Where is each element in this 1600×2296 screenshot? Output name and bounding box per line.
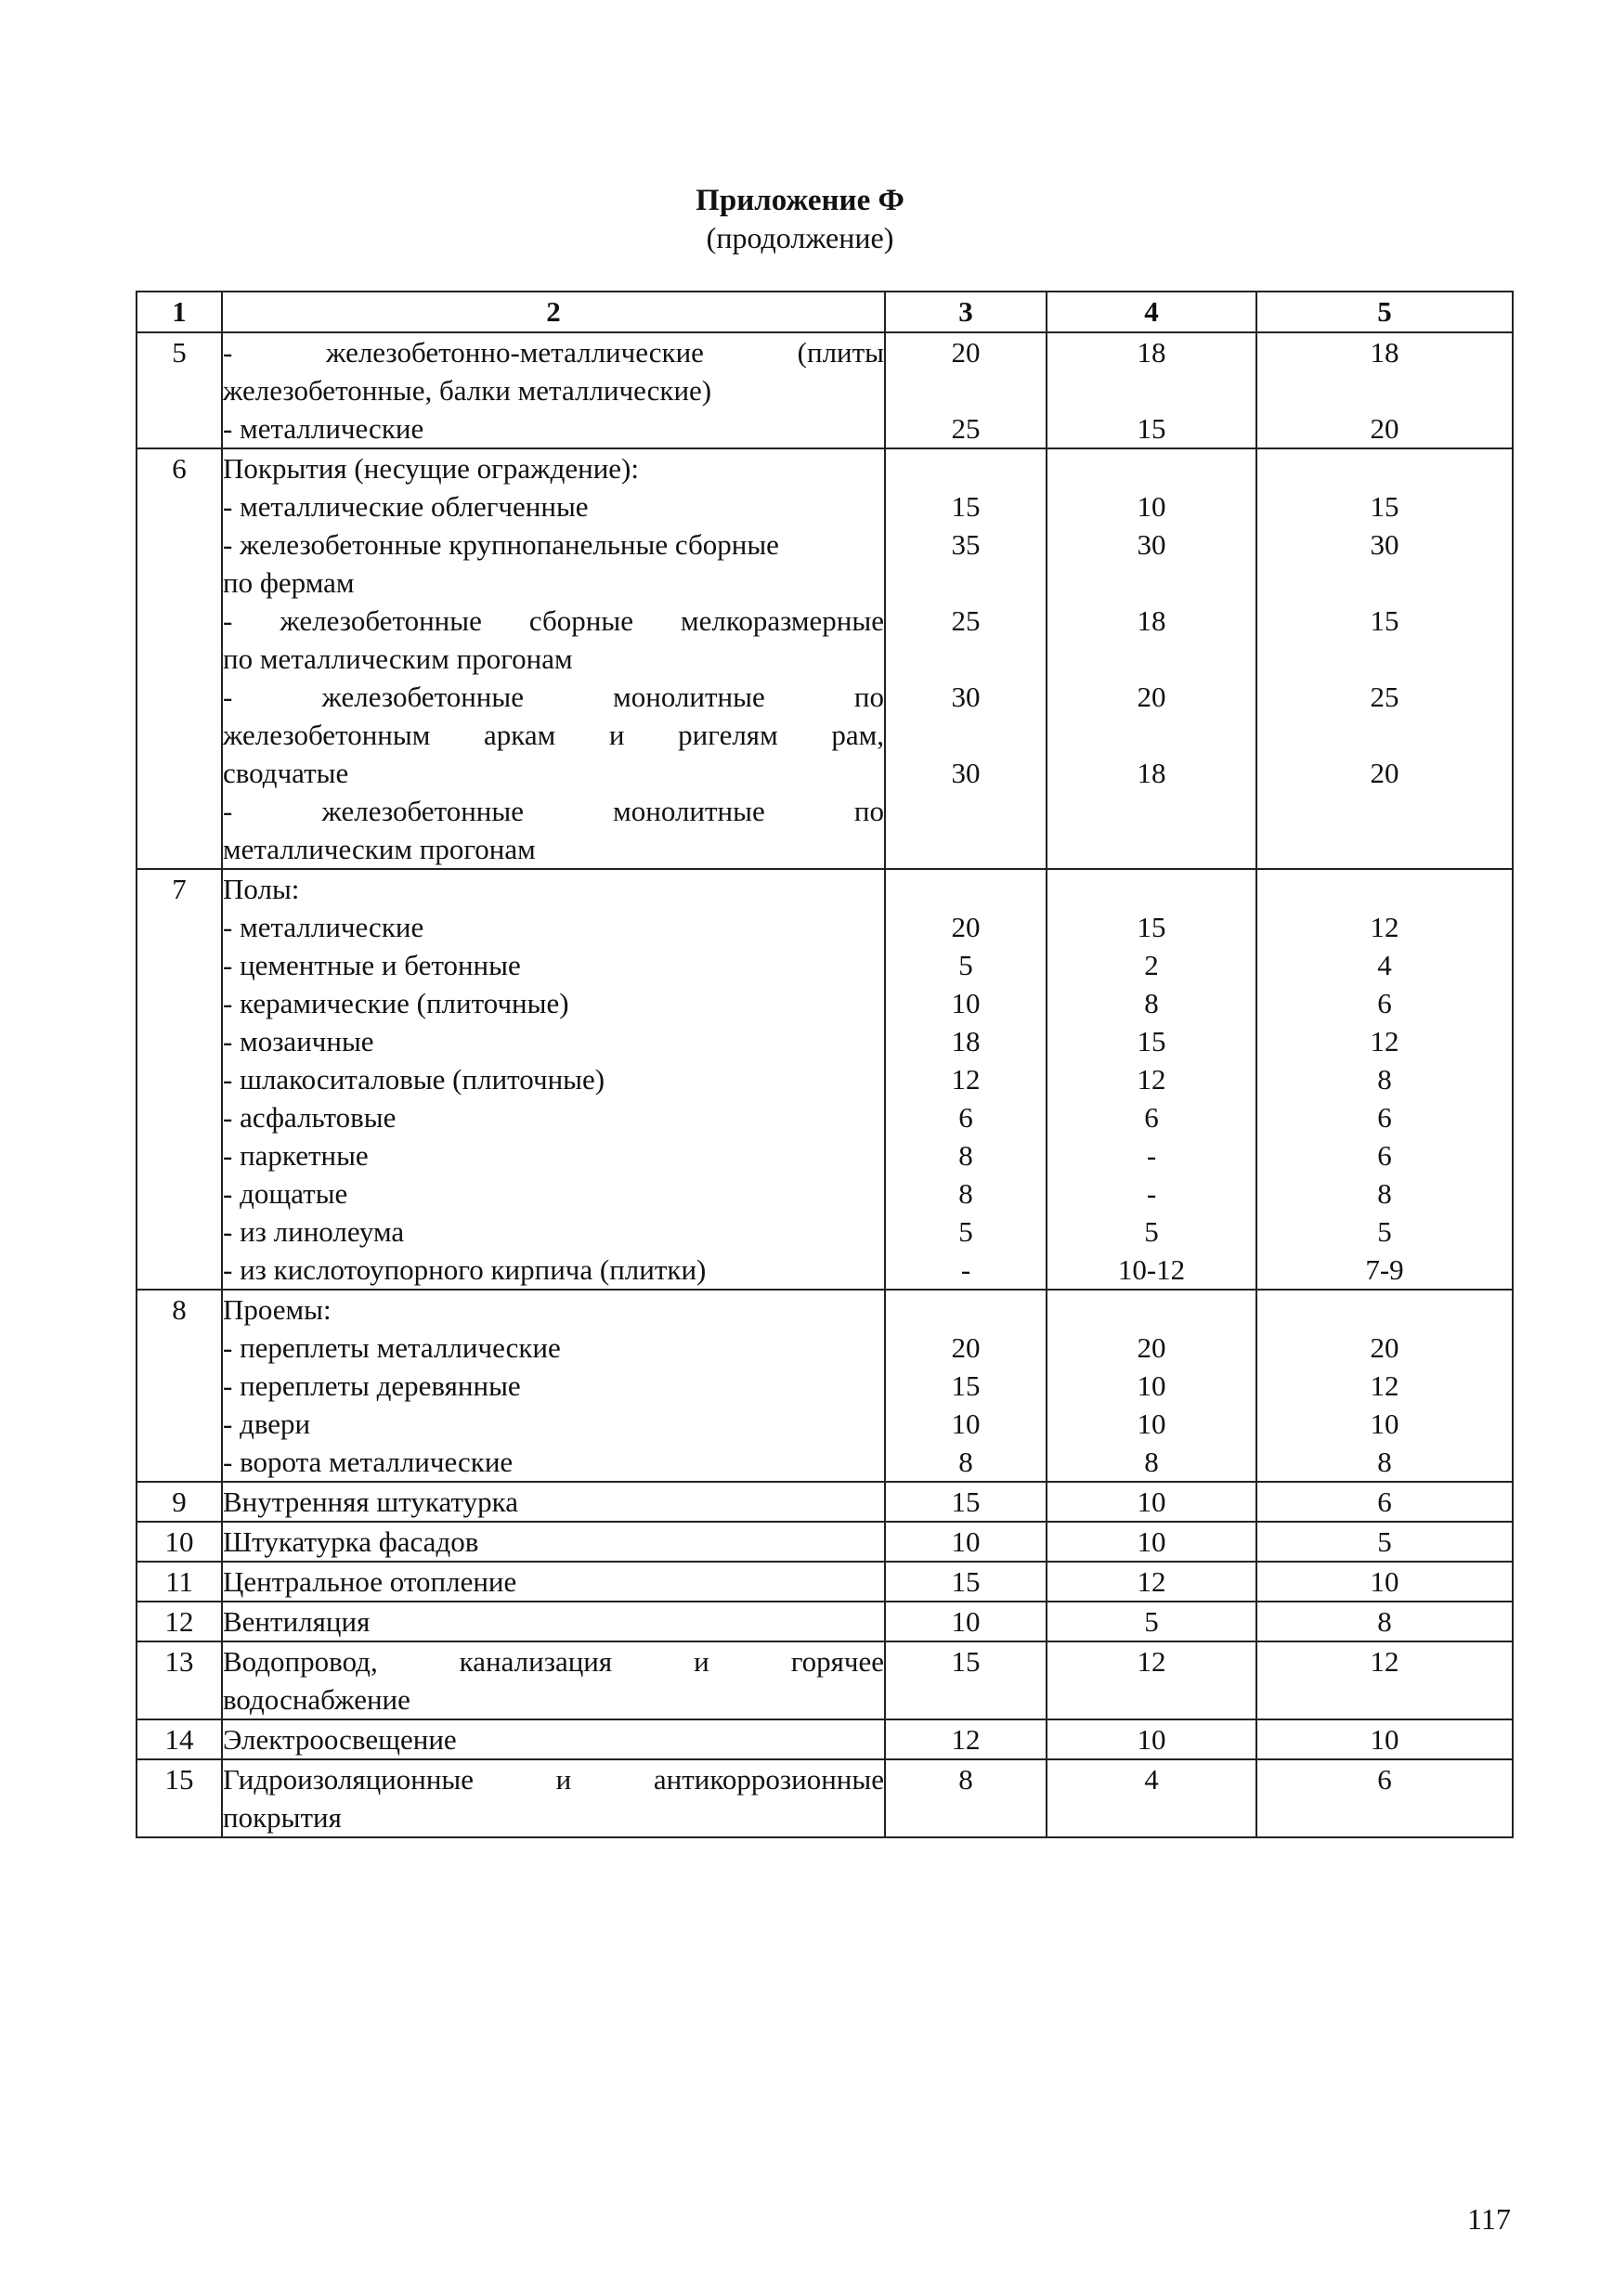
value-cell (886, 449, 1046, 487)
description-line: - металлические (223, 412, 424, 445)
row-number: 5 (137, 332, 222, 448)
value-cell (1257, 1680, 1512, 1719)
value-cell (1047, 830, 1255, 868)
value-cell: 18 (1137, 604, 1166, 637)
description-line: Внутренняя штукатурка (223, 1485, 518, 1518)
value-cell: 10 (1137, 1723, 1166, 1756)
description-line: - ворота металлические (223, 1446, 514, 1478)
row-number: 11 (137, 1562, 222, 1602)
value-cell (1257, 1291, 1512, 1329)
value-cell (1047, 870, 1255, 908)
value-cell: 25 (1370, 681, 1399, 713)
description-line: - железобетонно-металлические (плиты (223, 336, 884, 369)
header-col-4: 4 (1047, 292, 1256, 332)
row-description (222, 1641, 885, 1719)
row-description (222, 869, 885, 1290)
value-col-4 (1047, 1482, 1256, 1522)
value-cell: 10 (1370, 1723, 1399, 1756)
value-cell: 4 (1377, 949, 1392, 981)
description-line: Проемы: (223, 1293, 332, 1326)
value-cell: 6 (1144, 1101, 1159, 1134)
value-col-3 (885, 869, 1047, 1290)
header-col-1: 1 (137, 292, 222, 332)
value-cell: 20 (951, 336, 981, 369)
row-number: 13 (137, 1641, 222, 1719)
table-row (137, 1759, 1513, 1837)
value-cell: 25 (951, 604, 981, 637)
depreciation-table (136, 291, 1514, 1838)
value-cell (886, 1680, 1046, 1719)
value-cell: 15 (951, 1645, 981, 1678)
table-row (137, 1641, 1513, 1719)
value-cell: 5 (1144, 1605, 1159, 1638)
appendix-title: Приложение Ф (696, 184, 904, 217)
description-line: - паркетные (223, 1139, 369, 1172)
value-col-5 (1256, 1290, 1513, 1482)
value-cell (1257, 449, 1512, 487)
value-col-3 (885, 1719, 1047, 1759)
value-cell: 35 (951, 528, 981, 561)
value-col-5 (1256, 448, 1513, 869)
value-col-3 (885, 1290, 1047, 1482)
value-cell (1257, 870, 1512, 908)
row-description (222, 1602, 885, 1641)
table-row (137, 1522, 1513, 1562)
value-col-3 (885, 1641, 1047, 1719)
value-cell: 6 (1377, 1485, 1392, 1518)
value-col-5 (1256, 1522, 1513, 1562)
value-col-4 (1047, 448, 1256, 869)
description-line: - асфальтовые (223, 1101, 397, 1134)
description-line: - железобетонные монолитные по (223, 681, 884, 713)
value-col-5 (1256, 1562, 1513, 1602)
value-col-5 (1256, 1759, 1513, 1837)
value-cell: 20 (1370, 757, 1399, 789)
value-cell: 8 (1377, 1605, 1392, 1638)
value-cell: 6 (1377, 987, 1392, 1019)
value-cell (1257, 640, 1512, 678)
description-line: Гидроизоляционные и антикоррозионные (223, 1763, 884, 1796)
description-line: сводчатые (223, 757, 349, 789)
value-col-4 (1047, 869, 1256, 1290)
value-cell (886, 371, 1046, 409)
value-cell (886, 792, 1046, 830)
value-cell (886, 1291, 1046, 1329)
value-col-4 (1047, 332, 1256, 448)
value-cell: 8 (958, 1446, 973, 1478)
description-line: Водопровод, канализация и горячее (223, 1645, 884, 1678)
value-cell: 15 (951, 1485, 981, 1518)
description-line: - мозаичные (223, 1025, 374, 1057)
value-cell: 15 (951, 1369, 981, 1402)
value-cell (1047, 371, 1255, 409)
table-row (137, 448, 1513, 869)
value-cell: 8 (1144, 1446, 1159, 1478)
row-number: 6 (137, 448, 222, 869)
value-cell: 6 (1377, 1101, 1392, 1134)
table-row (137, 1290, 1513, 1482)
value-cell: 12 (951, 1723, 981, 1756)
value-col-5 (1256, 1719, 1513, 1759)
row-description (222, 332, 885, 448)
description-line: - дощатые (223, 1177, 348, 1210)
appendix-subtitle: (продолжение) (706, 221, 894, 254)
value-cell (1047, 564, 1255, 602)
description-line: железобетонным аркам и ригелям рам, (223, 719, 884, 751)
description-line: металлическим прогонам (223, 833, 536, 865)
value-cell: - (960, 1253, 971, 1286)
value-cell: 20 (1137, 681, 1166, 713)
value-cell: 5 (1377, 1525, 1392, 1558)
value-cell: 20 (1370, 412, 1399, 445)
row-description (222, 448, 885, 869)
value-col-4 (1047, 1602, 1256, 1641)
description-line: по металлическим прогонам (223, 642, 573, 675)
value-cell: 18 (1137, 336, 1166, 369)
description-line: железобетонные, балки металлические) (223, 374, 712, 407)
value-cell: 15 (951, 490, 981, 523)
table-row (137, 869, 1513, 1290)
value-cell (886, 870, 1046, 908)
row-description (222, 1719, 885, 1759)
description-line: - железобетонные монолитные по (223, 795, 884, 827)
value-cell: 20 (1370, 1331, 1399, 1364)
value-cell: 10 (1137, 1485, 1166, 1518)
value-cell: - (1146, 1139, 1157, 1172)
value-cell: 18 (951, 1025, 981, 1057)
row-number: 7 (137, 869, 222, 1290)
table-row (137, 1719, 1513, 1759)
description-line: - керамические (плиточные) (223, 987, 569, 1019)
value-cell (886, 1798, 1046, 1836)
value-col-3 (885, 1602, 1047, 1641)
value-cell: 10 (951, 1525, 981, 1558)
value-col-3 (885, 1522, 1047, 1562)
value-cell (886, 716, 1046, 754)
value-cell: 10 (951, 987, 981, 1019)
value-cell: 10 (1137, 1525, 1166, 1558)
value-col-5 (1256, 1641, 1513, 1719)
value-cell: 5 (1377, 1215, 1392, 1248)
value-cell: 15 (1137, 412, 1166, 445)
value-cell: 25 (951, 412, 981, 445)
value-col-4 (1047, 1290, 1256, 1482)
value-col-4 (1047, 1522, 1256, 1562)
value-cell: 10 (1137, 1369, 1166, 1402)
value-cell (1257, 716, 1512, 754)
value-cell (1047, 1291, 1255, 1329)
header-col-3: 3 (885, 292, 1047, 332)
value-cell: 8 (1377, 1446, 1392, 1478)
value-cell: 10 (1370, 1407, 1399, 1440)
row-number: 9 (137, 1482, 222, 1522)
value-cell (1047, 716, 1255, 754)
row-number: 14 (137, 1719, 222, 1759)
value-cell (1047, 792, 1255, 830)
value-cell: 12 (1370, 1369, 1399, 1402)
row-description (222, 1759, 885, 1837)
description-line: - из линолеума (223, 1215, 405, 1248)
value-cell: 4 (1144, 1763, 1159, 1796)
value-col-3 (885, 1759, 1047, 1837)
description-line: Вентиляция (223, 1605, 371, 1638)
value-col-3 (885, 448, 1047, 869)
value-cell: 8 (958, 1177, 973, 1210)
value-cell: 18 (1370, 336, 1399, 369)
value-cell (886, 564, 1046, 602)
value-col-4 (1047, 1562, 1256, 1602)
value-cell: 8 (958, 1763, 973, 1796)
value-col-4 (1047, 1641, 1256, 1719)
value-cell: 15 (951, 1565, 981, 1598)
value-cell: 30 (951, 681, 981, 713)
description-line: - железобетонные сборные мелкоразмерные (223, 604, 884, 637)
value-cell: 15 (1137, 911, 1166, 943)
value-cell: 12 (1137, 1063, 1166, 1096)
description-line: Центральное отопление (223, 1565, 517, 1598)
description-line: покрытия (223, 1801, 342, 1834)
table-row (137, 1482, 1513, 1522)
description-line: - переплеты деревянные (223, 1369, 521, 1402)
value-cell (1047, 1680, 1255, 1719)
value-cell: 12 (1370, 911, 1399, 943)
value-cell: 10 (1370, 1565, 1399, 1598)
description-line: Полы: (223, 873, 300, 905)
description-line: по фермам (223, 566, 355, 599)
value-cell: 20 (1137, 1331, 1166, 1364)
value-col-5 (1256, 869, 1513, 1290)
row-description (222, 1522, 885, 1562)
value-cell (1257, 830, 1512, 868)
description-line: - шлакоситаловые (плиточные) (223, 1063, 605, 1096)
value-cell: 15 (1370, 490, 1399, 523)
value-cell: 10 (1137, 490, 1166, 523)
description-line: - из кислотоупорного кирпича (плитки) (223, 1253, 707, 1286)
value-cell: 10-12 (1117, 1253, 1186, 1286)
value-cell (1257, 792, 1512, 830)
value-cell (1047, 1798, 1255, 1836)
page-heading (0, 182, 1600, 256)
value-cell: 8 (1377, 1063, 1392, 1096)
row-number: 10 (137, 1522, 222, 1562)
value-cell: 12 (1137, 1645, 1166, 1678)
value-col-5 (1256, 1602, 1513, 1641)
value-cell: 18 (1137, 757, 1166, 789)
row-number: 15 (137, 1759, 222, 1837)
value-cell: 5 (1144, 1215, 1159, 1248)
row-description (222, 1290, 885, 1482)
value-cell: 5 (958, 1215, 973, 1248)
value-cell: 12 (951, 1063, 981, 1096)
value-col-3 (885, 1562, 1047, 1602)
value-cell: - (1146, 1177, 1157, 1210)
description-line: - железобетонные крупнопанельные сборные (223, 528, 779, 561)
value-cell: 20 (951, 911, 981, 943)
value-cell: 12 (1370, 1025, 1399, 1057)
row-number: 12 (137, 1602, 222, 1641)
value-cell: 10 (1137, 1407, 1166, 1440)
value-cell: 12 (1370, 1645, 1399, 1678)
table-header-row (137, 292, 1513, 332)
value-cell: 6 (958, 1101, 973, 1134)
description-line: - двери (223, 1407, 311, 1440)
value-cell: 20 (951, 1331, 981, 1364)
value-cell: 8 (1144, 987, 1159, 1019)
row-description (222, 1562, 885, 1602)
value-cell: 15 (1370, 604, 1399, 637)
description-line: Электроосвещение (223, 1723, 457, 1756)
value-cell: 30 (1370, 528, 1399, 561)
value-cell: 10 (951, 1605, 981, 1638)
value-cell: 6 (1377, 1139, 1392, 1172)
value-cell: 2 (1144, 949, 1159, 981)
value-cell: 12 (1137, 1565, 1166, 1598)
description-line: - металлические облегченные (223, 490, 589, 523)
table-body (137, 332, 1513, 1837)
value-col-4 (1047, 1759, 1256, 1837)
value-col-3 (885, 1482, 1047, 1522)
value-col-5 (1256, 332, 1513, 448)
value-col-5 (1256, 1482, 1513, 1522)
value-cell: 10 (951, 1407, 981, 1440)
header-col-2: 2 (222, 292, 885, 332)
value-cell (1047, 449, 1255, 487)
value-cell: 6 (1377, 1763, 1392, 1796)
description-line: - переплеты металлические (223, 1331, 561, 1364)
table-row (137, 1562, 1513, 1602)
table-row (137, 1602, 1513, 1641)
value-cell (1257, 371, 1512, 409)
value-cell: 30 (951, 757, 981, 789)
value-cell (1257, 1798, 1512, 1836)
description-line: - цементные и бетонные (223, 949, 521, 981)
value-cell: 30 (1137, 528, 1166, 561)
description-line: водоснабжение (223, 1683, 410, 1716)
header-col-5: 5 (1256, 292, 1513, 332)
description-line: Штукатурка фасадов (223, 1525, 479, 1558)
value-cell: 8 (958, 1139, 973, 1172)
value-cell (1047, 640, 1255, 678)
value-cell (886, 640, 1046, 678)
value-col-3 (885, 332, 1047, 448)
row-number: 8 (137, 1290, 222, 1482)
table-row (137, 332, 1513, 448)
value-col-4 (1047, 1719, 1256, 1759)
description-line: Покрытия (несущие ограждение): (223, 452, 639, 485)
value-cell: 5 (958, 949, 973, 981)
value-cell (886, 830, 1046, 868)
value-cell: 7-9 (1365, 1253, 1404, 1286)
value-cell (1257, 564, 1512, 602)
page-number: 117 (1467, 2202, 1511, 2236)
value-cell: 15 (1137, 1025, 1166, 1057)
row-description (222, 1482, 885, 1522)
description-line: - металлические (223, 911, 424, 943)
value-cell: 8 (1377, 1177, 1392, 1210)
